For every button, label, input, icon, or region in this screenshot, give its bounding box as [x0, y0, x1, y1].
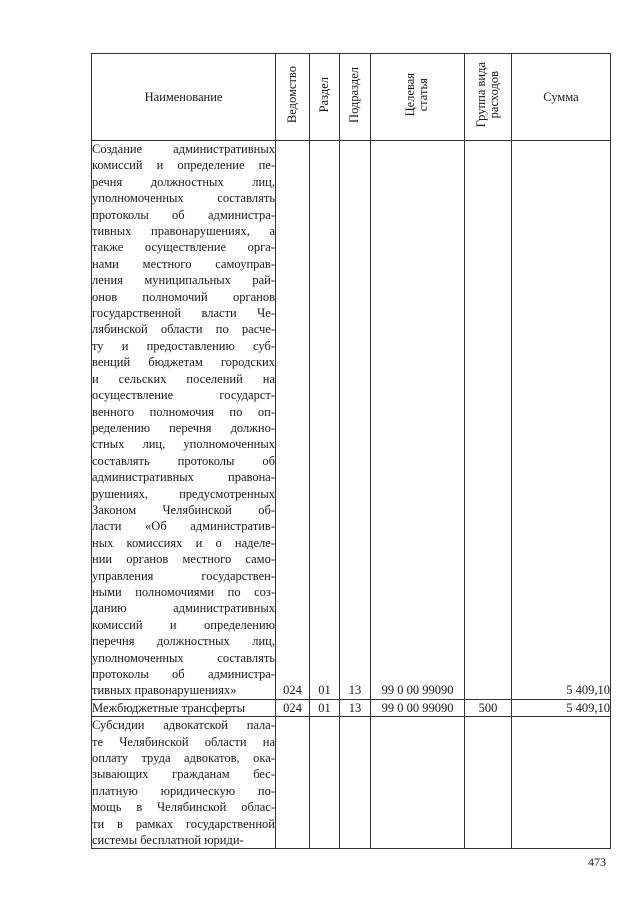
row-vedomstvo-cell: [276, 141, 310, 700]
row-gruppa-cell: [465, 141, 512, 700]
row-name-line: рушениях, предусмотренных: [92, 486, 275, 501]
header-name: Наименование: [92, 54, 276, 141]
row-name-line: составлять протоколы об: [92, 453, 275, 468]
row-tselevaya: 99 0 00 99090: [381, 683, 454, 698]
row-name-line: ления муниципальных рай-: [92, 273, 275, 288]
row-name-line: Межбюджетные трансферты: [92, 700, 246, 715]
table-row: [92, 141, 611, 700]
row-name-cell: [92, 141, 276, 700]
table-body: [92, 141, 611, 849]
row-name-line: ределению перечня должно-: [92, 420, 275, 435]
row-name-line: Субсидии адвокатской пала-: [92, 718, 275, 733]
header-summa: Сумма: [512, 54, 611, 141]
table-row: [92, 717, 611, 849]
row-name-line: ту и предоставлению суб-: [92, 338, 275, 353]
row-name-line: венного полномочия по оп-: [92, 404, 275, 419]
row-name-line: комиссий и определение пе-: [92, 158, 275, 173]
header-razdel: Раздел: [316, 77, 331, 113]
row-name-line: государственной власти Че-: [92, 306, 275, 321]
row-razdel: 01: [318, 683, 331, 698]
row-name-line: стных лиц, уполномоченных: [92, 437, 275, 452]
header-vedomstvo: Ведомство: [284, 66, 299, 124]
row-razdel-cell: [310, 141, 340, 700]
row-name-line: нии органов местного само-: [92, 552, 275, 567]
row-name-line: данию административных: [92, 601, 275, 616]
header-podrazdel: Подраздел: [347, 67, 362, 123]
table-header-row: [92, 54, 611, 141]
row-gruppa-cell: [465, 699, 512, 716]
row-name-line: тивных правонарушениях»: [92, 683, 237, 698]
row-name-line: административных правона-: [92, 470, 275, 485]
row-name-cell: [92, 699, 276, 716]
row-name-line: нами местного самоуправ-: [92, 256, 275, 271]
row-podrazdel: 13: [348, 683, 362, 698]
row-summa: 5 409,10: [566, 700, 610, 715]
row-razdel-cell: [310, 717, 340, 849]
row-summa: 5 409,10: [566, 683, 610, 698]
row-podrazdel: 13: [348, 700, 362, 715]
row-tselevaya: 99 0 00 99090: [381, 700, 454, 715]
header-vedomstvo-cell: [276, 54, 310, 141]
row-name-line: протоколы об администра-: [92, 667, 275, 681]
row-razdel-cell: [310, 699, 340, 716]
row-name-cell: [92, 717, 276, 849]
budget-table: [91, 53, 611, 849]
row-name-line: уполномоченных составлять: [92, 191, 275, 206]
row-name-line: зывающих гражданам бес-: [92, 767, 275, 782]
table-row: [92, 699, 611, 716]
row-vedomstvo: 024: [283, 700, 302, 715]
row-tselevaya-cell: [371, 717, 465, 849]
header-tselevaya: [404, 73, 430, 116]
row-name-line: системы бесплатной юриди-: [92, 833, 244, 848]
header-tselevaya-line2: статья: [416, 78, 431, 112]
row-podrazdel-cell: [340, 717, 371, 849]
row-podrazdel-cell: [340, 699, 371, 716]
row-tselevaya-cell: [371, 141, 465, 700]
row-name-line: Законом Челябинской об-: [92, 502, 275, 517]
header-gruppa-line1: Группа вида: [473, 62, 488, 128]
row-name-line: ных комиссиях и о наделе-: [92, 535, 275, 550]
row-name-line: осуществление государст-: [92, 388, 275, 403]
row-name-line: ными полномочиями по соз-: [92, 584, 275, 599]
row-name-line: ти в рамках государственной: [92, 816, 275, 831]
row-gruppa-cell: [465, 717, 512, 849]
row-name-line: также осуществление орга-: [92, 240, 275, 255]
row-name-line: ласти «Об административ-: [92, 519, 275, 534]
row-name-line: протоколы об администра-: [92, 207, 275, 222]
row-name-line: речня должностных лиц,: [92, 174, 275, 189]
header-tselevaya-line1: Целевая: [403, 73, 418, 117]
row-podrazdel-cell: [340, 141, 371, 700]
row-vedomstvo-cell: [276, 699, 310, 716]
page-number: 473: [588, 855, 606, 869]
row-summa-cell: [512, 717, 611, 849]
row-name-line: Создание административных: [92, 142, 275, 156]
row-summa-cell: [512, 699, 611, 716]
row-razdel: 01: [318, 700, 331, 715]
row-name-line: управления государствен-: [92, 568, 275, 583]
row-name-line: те Челябинской области на: [92, 734, 275, 749]
header-gruppa-cell: [465, 54, 512, 141]
row-name-line: венций бюджетам городских: [92, 355, 275, 370]
header-razdel-cell: [310, 54, 340, 141]
row-name-line: перечня должностных лиц,: [92, 634, 275, 649]
row-tselevaya-cell: [371, 699, 465, 716]
row-name-line: онов полномочий органов: [92, 289, 275, 304]
row-summa-cell: [512, 141, 611, 700]
row-name-line: платную юридическую по-: [92, 783, 275, 798]
header-gruppa-line2: расходов: [487, 71, 501, 119]
row-name-line: тивных правонарушениях, а: [92, 224, 275, 239]
row-name-line: лябинской области по расче-: [92, 322, 275, 337]
row-name-line: оплату труда адвокатов, ока-: [92, 751, 275, 766]
row-name-line: мощь в Челябинской облас-: [92, 800, 275, 815]
row-name-line: и сельских поселений на: [92, 371, 275, 386]
header-gruppa: [475, 62, 501, 127]
header-podrazdel-cell: [340, 54, 371, 141]
row-gruppa: 500: [478, 700, 498, 715]
header-tselevaya-cell: [371, 54, 465, 141]
row-name-line: уполномоченных составлять: [92, 650, 275, 665]
row-vedomstvo-cell: [276, 717, 310, 849]
row-name-line: комиссий и определению: [92, 617, 275, 632]
row-vedomstvo: 024: [283, 683, 302, 698]
